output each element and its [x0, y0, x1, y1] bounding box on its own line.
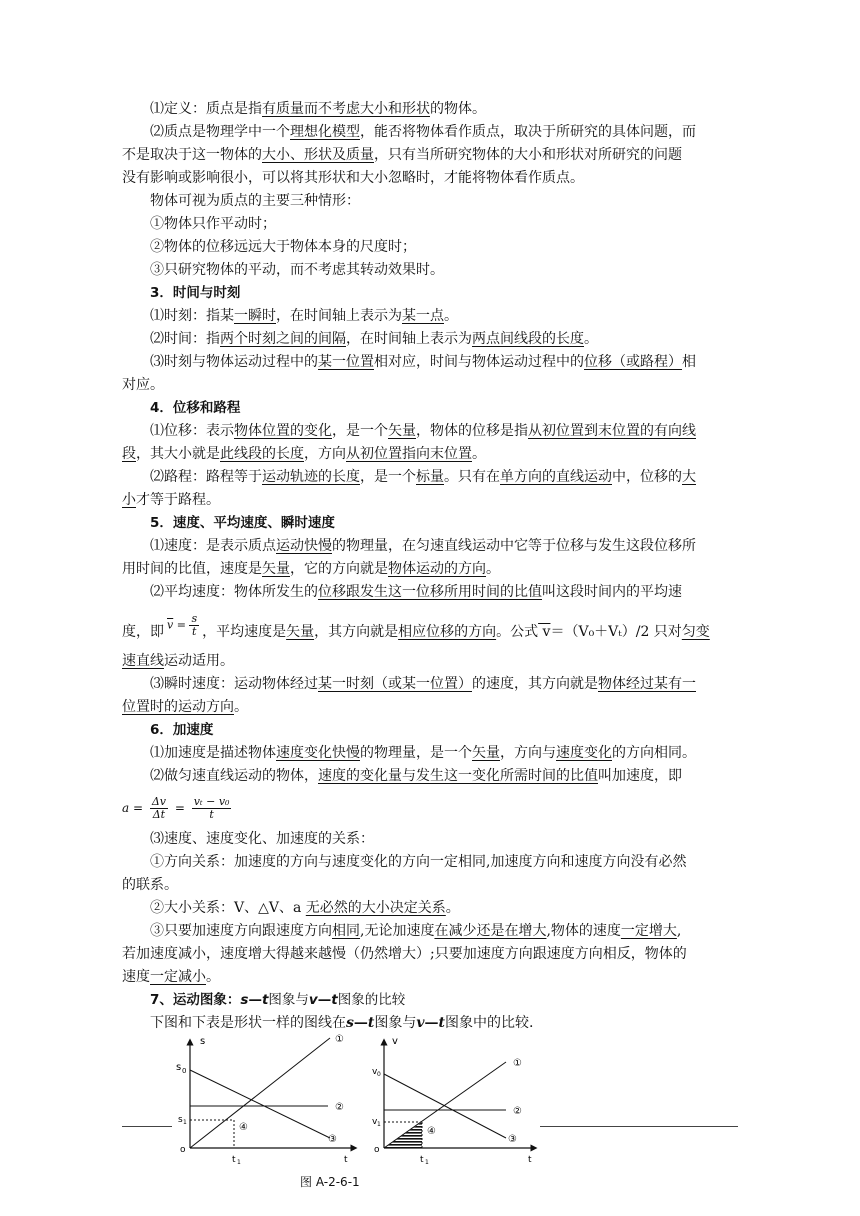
t1-label-right: t: [420, 1155, 424, 1165]
section-5-heading: 5．速度、平均速度、瞬时速度: [150, 515, 335, 531]
definition-line: ⑴定义：质点是指有质量而不考虑大小和形状的物体。: [150, 101, 486, 117]
motion-graphs-figure: [122, 1030, 738, 1170]
s1-label: s: [178, 1115, 183, 1125]
t-axis-label: t: [344, 1155, 348, 1165]
correspondence-line: ⑶时刻与物体运动过程中的某一位置相对应，时间与物体运动过程中的位移（或路程）相: [150, 354, 696, 370]
case-2: ②物体的位移远远大于物体本身的尺度时；: [150, 239, 416, 255]
instant-velocity-line: ⑶瞬时速度：运动物体经过某一时刻（或某一位置）的速度，其方向就是物体经过某有一: [150, 676, 696, 692]
direction-relation-2: 的联系。: [122, 877, 178, 893]
origin-label: o: [180, 1145, 186, 1155]
avg-velocity-line: ⑵平均速度：物体所发生的位移跟发生这一位移所用时间的比值叫这段时间内的平均速: [150, 584, 682, 600]
line-3-right: [384, 1074, 506, 1138]
accel-formula: a = $\frac{\Delta v}{\Delta t}$ = $\frac{\text{vₜ − v₀}}{t}$: [122, 795, 230, 821]
instant-velocity-line-2: 位置时的运动方向。: [122, 699, 248, 715]
section-7-heading: 7、运动图象：s—t图象与v—t图象的比较: [150, 992, 406, 1008]
avg-velocity-formula: $\overline{v}$ = $\frac{s}{t}$: [167, 611, 198, 638]
accel-line-2: ⑵做匀速直线运动的物体，速度的变化量与发生这一变化所需时间的比值叫加速度，即: [150, 768, 682, 784]
line-3: [190, 1070, 330, 1138]
v0-label: v: [372, 1067, 378, 1077]
label-3-right: ③: [508, 1134, 517, 1145]
line-1-right: [384, 1062, 506, 1148]
label-2: ②: [335, 1102, 344, 1113]
accel-line-1: ⑴加速度是描述物体速度变化快慢的物理量，是一个矢量，方向与速度变化的方向相同。: [150, 745, 696, 761]
relation-heading: ⑶速度、速度变化、加速度的关系：: [150, 831, 374, 847]
label-2-right: ②: [513, 1106, 522, 1117]
path-line-2: 小才等于路程。: [122, 492, 220, 508]
svg-text:1: 1: [425, 1159, 429, 1166]
displacement-line-2: 段，其大小就是此线段的长度，方向从初位置指向末位置。: [122, 446, 486, 462]
origin-label-right: o: [374, 1145, 380, 1155]
v-t-graph: [372, 1036, 534, 1166]
size-relation: ②大小关系：V、△V、a 无必然的大小决定关系。: [150, 900, 460, 916]
s-t-graph: [176, 1034, 354, 1166]
section-6-heading: 6．加速度: [150, 722, 214, 738]
svg-text:0: 0: [377, 1071, 381, 1078]
velocity-line-2: 用时间的比值，速度是矢量，它的方向就是物体运动的方向。: [122, 561, 500, 577]
case-1: ①物体只作平动时；: [150, 216, 276, 232]
svg-text:0: 0: [182, 1067, 187, 1075]
svg-text:1: 1: [237, 1159, 241, 1166]
s0-label: s: [176, 1062, 182, 1073]
avg-velocity-line-3: 速直线运动适用。: [122, 653, 234, 669]
case-3: ③只研究物体的平动，而不考虑其转动效果时。: [150, 262, 444, 278]
label-4-right: ④: [427, 1126, 436, 1137]
v-bar-symbol: v: [538, 624, 551, 640]
t1-label: t: [232, 1155, 236, 1165]
figure-caption: 图 A-2-6-1: [300, 1175, 360, 1189]
avg-velocity-line-2: 度，即 $\overline{v}$ = $\frac{s}{t}$ ，平均速度是矢量，其方向就是相应位移的方向。公式 v＝（V₀＋Vₜ）/2 只对匀变: [122, 611, 710, 640]
ideal-model-line-3: 没有影响或影响很小，可以将其形状和大小忽略时，才能将物体看作质点。: [122, 170, 584, 186]
interval-line: ⑵时间：指两个时刻之间的间隔，在时间轴上表示为两点间线段的长度。: [150, 331, 598, 347]
comparison-intro: 下图和下表是形状一样的图线在s—t图象与v—t图象中的比较.: [150, 1015, 534, 1031]
sign-relation-2: 若加速度减小，速度增大得越来越慢（仍然增大）;只要加速度方向跟速度方向相反，物体的: [122, 946, 687, 962]
label-1: ①: [335, 1034, 344, 1045]
label-4: ④: [239, 1122, 248, 1133]
section-4-heading: 4．位移和路程: [150, 400, 241, 416]
displacement-line: ⑴位移：表示物体位置的变化，是一个矢量，物体的位移是指从初位置到末位置的有向线: [150, 423, 696, 439]
direction-relation: ①方向关系：加速度的方向与速度变化的方向一定相同,加速度方向和速度方向没有必然: [150, 854, 687, 870]
sign-relation-3: 速度一定减小。: [122, 969, 220, 985]
cases-intro: 物体可视为质点的主要三种情形：: [150, 193, 360, 209]
document-body: [122, 98, 738, 1035]
t-axis-label-right: t: [528, 1155, 532, 1165]
label-3: ③: [328, 1134, 337, 1145]
section-3-heading: 3．时间与时刻: [150, 285, 241, 301]
velocity-line: ⑴速度：是表示质点运动快慢的物理量，在匀速直线运动中它等于位移与发生这段位移所: [150, 538, 696, 554]
svg-text:1: 1: [183, 1119, 187, 1126]
path-line: ⑵路程：路程等于运动轨迹的长度，是一个标量。只有在单方向的直线运动中，位移的大: [150, 469, 696, 485]
label-1-right: ①: [513, 1058, 522, 1069]
ideal-model-line-2: 不是取决于这一物体的大小、形状及质量，只有当所研究物体的大小和形状对所研究的问题: [122, 147, 682, 163]
svg-text:1: 1: [377, 1121, 381, 1128]
ideal-model-line: ⑵质点是物理学中一个理想化模型，能否将物体看作质点，取决于所研究的具体问题，而: [150, 124, 696, 140]
sign-relation: ③只要加速度方向跟速度方向相同,无论加速度在减少还是在增大,物体的速度一定增大,: [150, 923, 682, 939]
correspondence-line-2: 对应。: [122, 377, 164, 393]
s-axis-label: s: [200, 1036, 206, 1047]
line-1: [190, 1038, 330, 1148]
moment-line: ⑴时刻：指某一瞬时，在时间轴上表示为某一点。: [150, 308, 458, 324]
v1-label: v: [372, 1117, 378, 1127]
v-axis-label: v: [392, 1036, 398, 1047]
